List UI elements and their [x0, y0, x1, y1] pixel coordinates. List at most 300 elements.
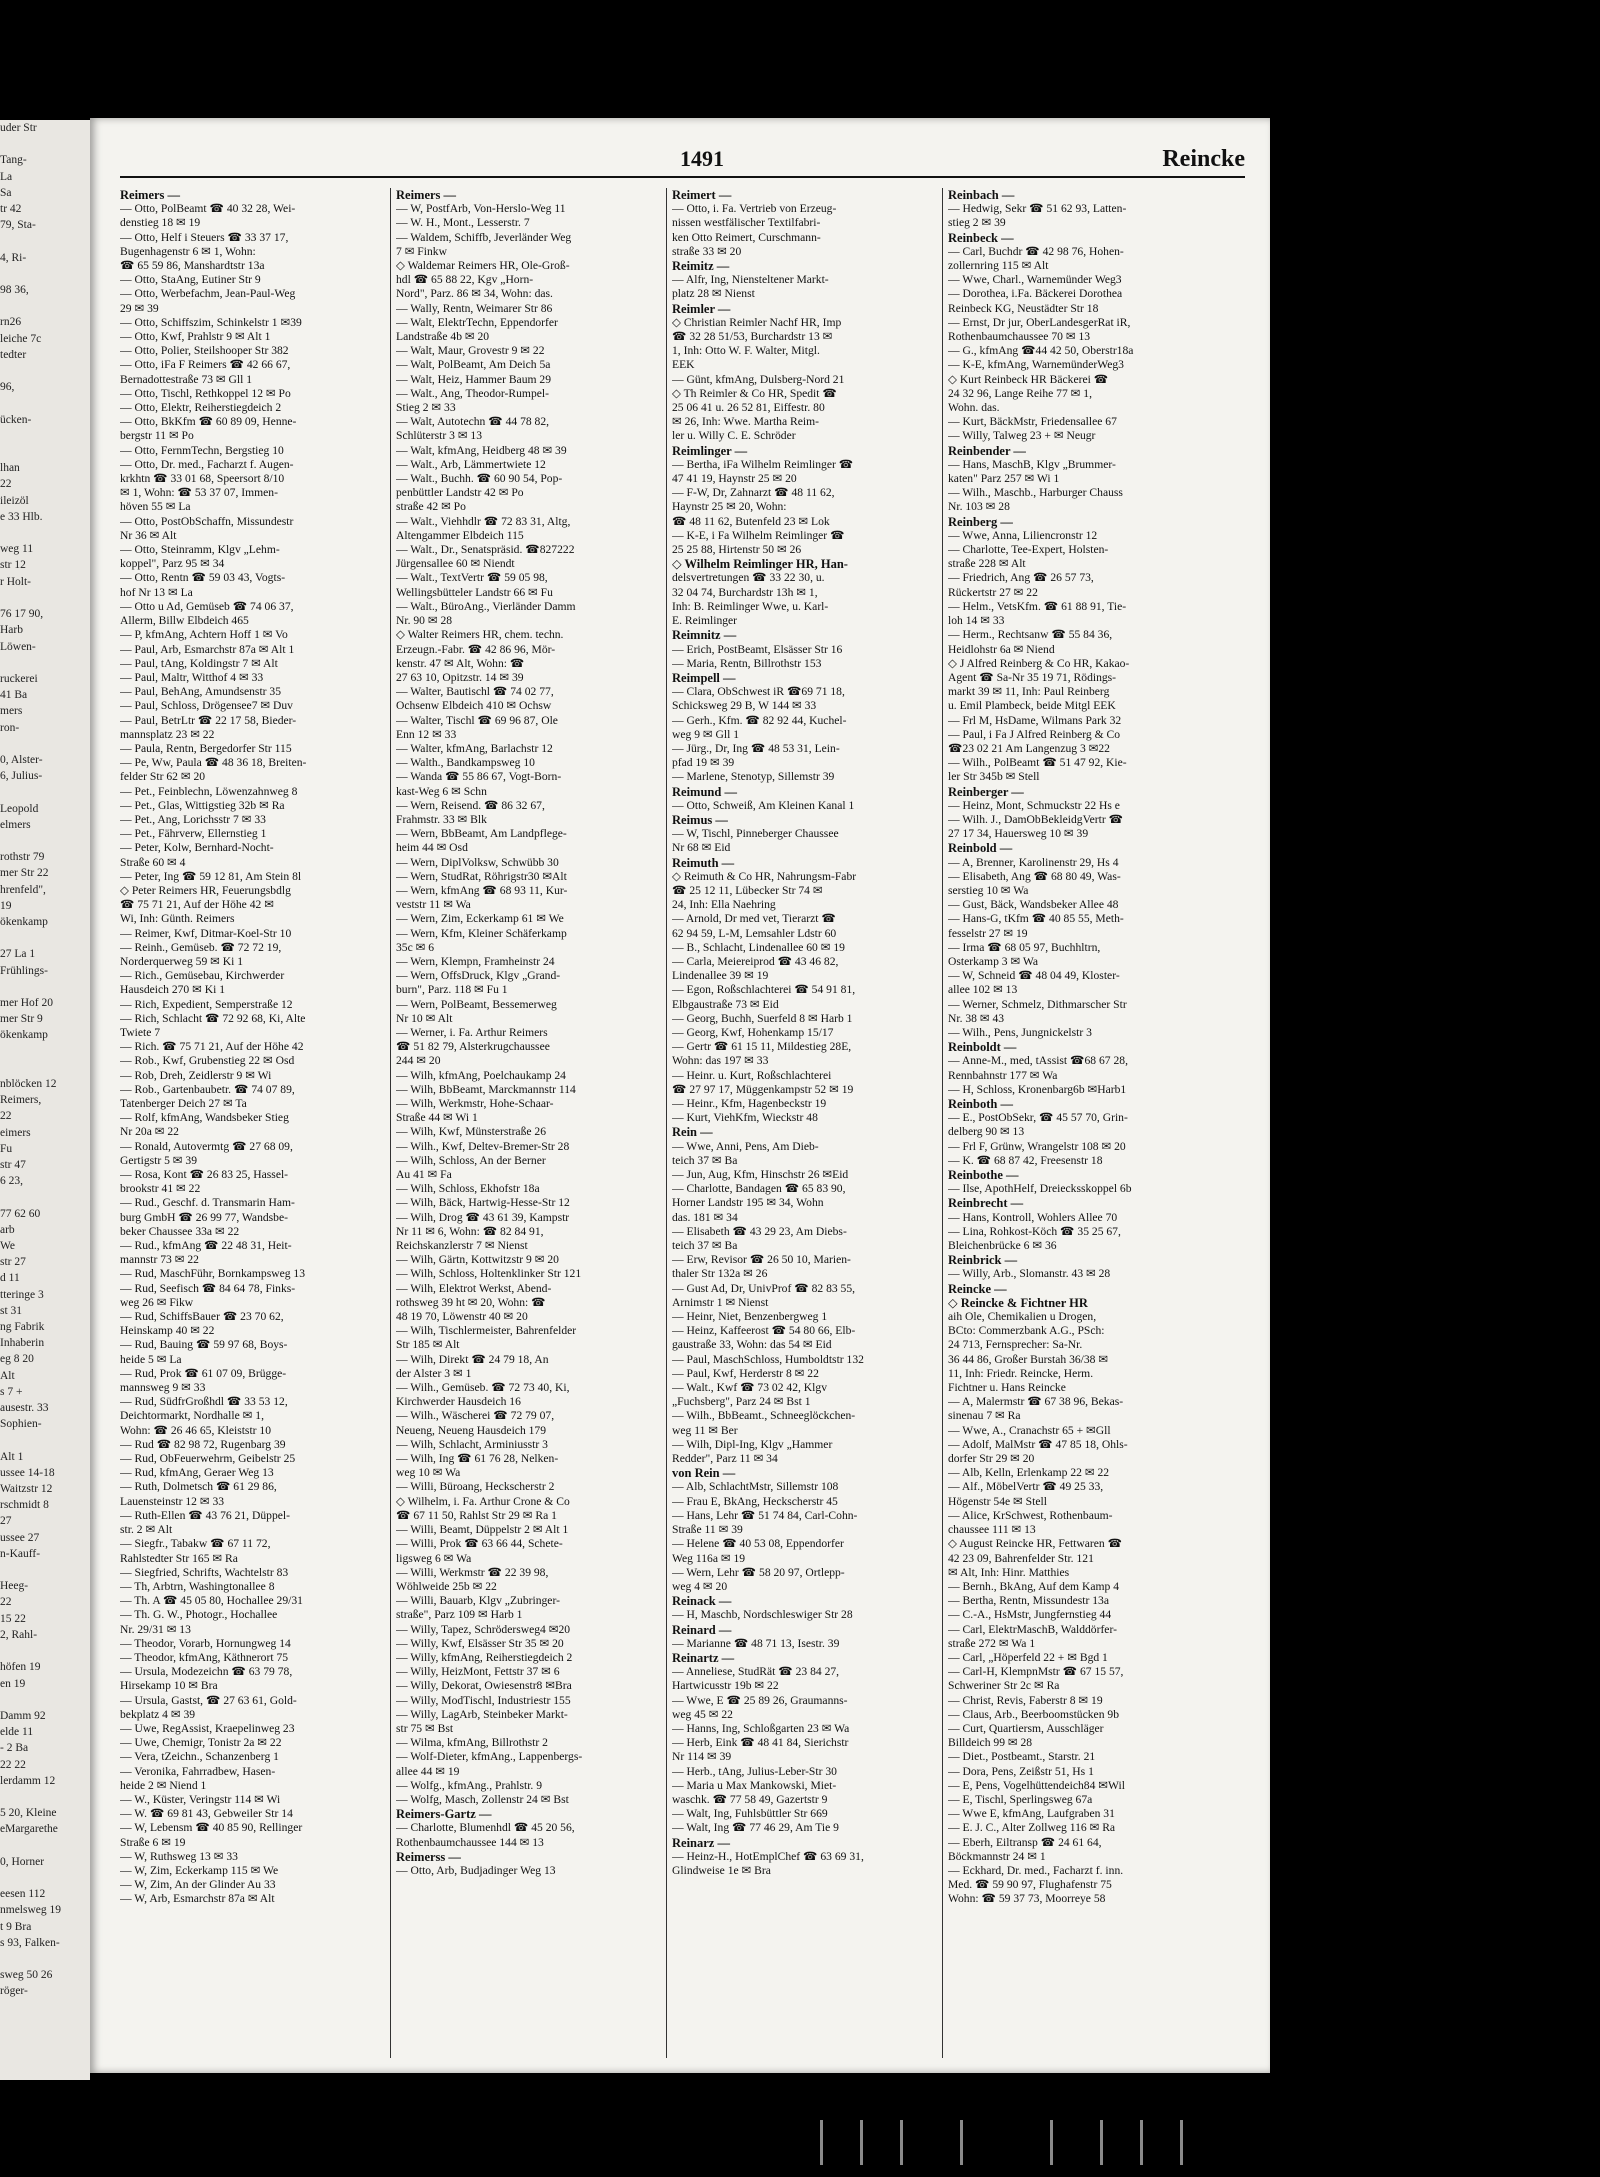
entry-heading: Reinartz — [672, 1650, 735, 1665]
facing-page-fragment [0, 120, 90, 2080]
directory-entry-line: fesselstr 27 ✉ 19 [948, 926, 1028, 940]
directory-entry-line: — Eberh, Eiltransp ☎ 24 61 64, [948, 1835, 1102, 1849]
directory-entry-line: — Walt., Viehhdlr ☎ 72 83 31, Altg, [396, 514, 571, 528]
directory-entry-line: Reichskanzlerstr 7 ✉ Nienst [396, 1239, 528, 1253]
directory-entry-line: das. 181 ✉ 34 [672, 1210, 738, 1224]
fragment-line: eMargarethe [0, 1823, 58, 1836]
directory-entry-line: Fichtner u. Hans Reincke [948, 1381, 1066, 1395]
directory-entry-line: — W, Arb, Esmarchstr 87a ✉ Alt [120, 1892, 275, 1906]
directory-entry-line: — Gerh., Kfm. ☎ 82 92 44, Kuchel- [672, 713, 847, 727]
directory-entry-line: — Wilh, Schlacht, Arminiusstr 3 [396, 1437, 548, 1451]
directory-entry-line: — Theodor, kfmAng, Käthnerort 75 [120, 1650, 289, 1664]
directory-entry-line: — Paul, Maltr, Witthof 4 ✉ 33 [120, 670, 264, 684]
directory-entry-line: — Otto, PostObSchaffn, Missundestr [120, 514, 294, 528]
directory-entry-line: ◇ Wilhelm, i. Fa. Arthur Crone & Co [396, 1494, 570, 1508]
fragment-line: eimers [0, 1126, 31, 1139]
directory-entry-line: straße", Parz 109 ✉ Harb 1 [396, 1608, 523, 1622]
fragment-line: d 11 [0, 1272, 20, 1285]
directory-entry-line: — Hans, Lehr ☎ 51 74 84, Carl-Cohn- [672, 1508, 858, 1522]
directory-entry-line: — Rud, Bauing ☎ 59 97 68, Boys- [120, 1338, 288, 1352]
fragment-line: ücken- [0, 413, 32, 426]
directory-entry-line: weg 9 ✉ Gll 1 [672, 727, 740, 741]
directory-entry-line: — A, Brenner, Karolinenstr 29, Hs 4 [948, 855, 1119, 869]
directory-entry-line: — Wwe, E ☎ 25 89 26, Graumanns- [672, 1693, 848, 1707]
column-1 [120, 188, 385, 2058]
directory-entry-line: — Walt., Kwf ☎ 73 02 42, Klgv [672, 1381, 827, 1395]
directory-entry-line: Heidlohstr 6a ✉ Niend [948, 642, 1055, 656]
fragment-line: Frühlings- [0, 964, 48, 977]
directory-entry-line: ☎ 65 59 86, Manshardtstr 13a [120, 259, 265, 273]
fragment-line [0, 1838, 90, 1854]
fragment-line [0, 233, 90, 249]
fragment-line: s 7 + [0, 1385, 23, 1398]
directory-entry-line: — Wilh, Schloss, An der Berner [396, 1153, 546, 1167]
fragment-line: 4, Ri- [0, 251, 27, 264]
fragment-line: ussee 14-18 [0, 1466, 55, 1479]
fragment-line: elmers [0, 818, 31, 831]
directory-entry-line: — Wilh., Gemüseb. ☎ 72 73 40, Ki, [396, 1381, 570, 1395]
directory-entry-line: — Werner, i. Fa. Arthur Reimers [396, 1025, 548, 1039]
directory-entry-line: — Pet., Fährverw, Ellernstieg 1 [120, 827, 267, 841]
directory-entry-line: — Rud ☎ 82 98 72, Rugenbarg 39 [120, 1437, 286, 1451]
fragment-line: en 19 [0, 1677, 26, 1690]
directory-entry-line: — Rud, ObFeuerwehrm, Geibelstr 25 [120, 1452, 296, 1466]
directory-entry-line: — Walt., BüroAng., Vierländer Damm [396, 599, 576, 613]
directory-entry-line: — Charlotte, Tee-Expert, Holsten- [948, 543, 1109, 557]
column-separator [942, 188, 943, 2058]
fragment-line: Fu [0, 1142, 13, 1155]
directory-entry-line: nissen westfälischer Textilfabri- [672, 216, 821, 230]
directory-entry-line: Straße 60 ✉ 4 [120, 855, 186, 869]
directory-entry-line: — Wern, Klempn, Framheinstr 24 [396, 954, 555, 968]
directory-entry-line: delsvertretungen ☎ 33 22 30, u. [672, 571, 825, 585]
directory-entry-line: — Ruth, Dolmetsch ☎ 61 29 86, [120, 1480, 277, 1494]
directory-entry-line: — Walter, kfmAng, Barlachstr 12 [396, 741, 553, 755]
directory-entry-line: 25 06 41 u. 26 52 81, Eiffestr. 80 [672, 401, 825, 415]
directory-entry-line: Twiete 7 [120, 1025, 161, 1039]
fragment-line [0, 136, 90, 152]
directory-entry-line: — Wilh., Maschb., Harburger Chauss [948, 486, 1123, 500]
entry-heading: von Rein — [672, 1466, 736, 1481]
directory-entry-line: felder Str 62 ✉ 20 [120, 770, 206, 784]
directory-entry-line: — Pet., Feinblechn, Löwenzahnweg 8 [120, 784, 298, 798]
directory-entry-line: — Wilh, kfmAng, Poelchaukamp 24 [396, 1068, 566, 1082]
directory-entry-line: 7 ✉ Finkw [396, 244, 447, 258]
entry-heading: Reimpell — [672, 670, 736, 685]
directory-entry-line: — Wilh., BbBeamt., Schneeglöckchen- [672, 1409, 856, 1423]
directory-entry-line: mannsweg 9 ✉ 33 [120, 1381, 206, 1395]
directory-entry-line: Schlüterstr 3 ✉ 13 [396, 429, 483, 443]
fragment-line [0, 1562, 90, 1578]
directory-entry-line: — Rud, MaschFühr, Bornkampsweg 13 [120, 1267, 306, 1281]
directory-entry-line: — Th. G. W., Photogr., Hochallee [120, 1608, 278, 1622]
directory-entry-line: chaussee 111 ✉ 13 [948, 1523, 1036, 1537]
directory-entry-line: — Frl F, Grünw, Wrangelstr 108 ✉ 20 [948, 1139, 1126, 1153]
directory-entry-line: — Gertr ☎ 61 15 11, Mildestieg 28E, [672, 1040, 852, 1054]
directory-entry-line: heim 44 ✉ Osd [396, 841, 468, 855]
fragment-line: Tang- [0, 154, 27, 167]
fragment-line: We [0, 1240, 16, 1253]
entry-heading: Reinarz — [672, 1835, 730, 1850]
directory-entry-line: u. Emil Plambeck, beide Mitgl EEK [948, 699, 1116, 713]
directory-entry-line: — Curt, Quartiersm, Ausschläger [948, 1721, 1104, 1735]
directory-entry-line: Hausdeich 270 ✉ Ki 1 [120, 983, 226, 997]
fragment-line [0, 1044, 90, 1060]
directory-entry-line: E. Reimlinger [672, 614, 738, 628]
directory-entry-line: Enn 12 ✉ 33 [396, 727, 457, 741]
fragment-line: mer Hof 20 [0, 996, 54, 1009]
directory-entry-line: — K-E, i Fa Wilhelm Reimlinger ☎ [672, 528, 845, 542]
entry-heading: Reimund — [672, 784, 737, 799]
entry-heading: Reinack — [672, 1594, 732, 1609]
directory-entry-line: Haynstr 25 ✉ 20, Wohn: [672, 500, 787, 514]
directory-entry-line: — Frau E, BkAng, Heckscherstr 45 [672, 1494, 838, 1508]
directory-entry-line: 24 713, Fernsprecher: Sa-Nr. [948, 1338, 1083, 1352]
directory-entry-line: — Rud, SüdfrGroßhdl ☎ 33 53 12, [120, 1395, 288, 1409]
directory-entry-line: — Anne-M., med, tAssist ☎68 67 28, [948, 1054, 1128, 1068]
directory-entry-line: — A, Malermstr ☎ 67 38 96, Bekas- [948, 1395, 1124, 1409]
directory-entry-line: Str 185 ✉ Alt [396, 1338, 460, 1352]
directory-entry-line: 27 63 10, Opitzstr. 14 ✉ 39 [396, 670, 524, 684]
directory-entry-line: — Rich, Schlacht ☎ 72 92 68, Ki, Alte [120, 1011, 306, 1025]
directory-entry-line: — W, Tischl, Pinneberger Chaussee [672, 827, 839, 841]
header-rule [120, 176, 1245, 178]
fragment-line: mer Str 22 [0, 867, 49, 880]
directory-entry-line: Gertigstr 5 ✉ 39 [120, 1153, 198, 1167]
directory-entry-line: brookstr 41 ✉ 22 [120, 1182, 201, 1196]
directory-entry-line: mannstr 73 ✉ 22 [120, 1253, 199, 1267]
directory-entry-line: — Otto, Rentn ☎ 59 03 43, Vogts- [120, 571, 286, 585]
fragment-line: 22 [0, 1596, 12, 1609]
fragment-line: höfen 19 [0, 1661, 41, 1674]
fragment-line: tr 42 [0, 203, 22, 216]
directory-entry-line: — Egon, Roßschlachterei ☎ 54 91 81, [672, 983, 856, 997]
directory-entry-line: — W. ☎ 69 81 43, Gebweiler Str 14 [120, 1807, 293, 1821]
directory-entry-line: stieg 2 ✉ 39 [948, 216, 1006, 230]
column-separator [390, 188, 391, 2058]
directory-entry-line: — Otto, Dr. med., Facharzt f. Augen- [120, 457, 294, 471]
fragment-line: 41 Ba [0, 689, 28, 702]
directory-entry-line: — Willy, Dekorat, Owiesenstr8 ✉Bra [396, 1679, 572, 1693]
directory-entry-line: — Bertha, Rentn, Missundestr 13a [948, 1594, 1110, 1608]
fragment-line: n-Kauff- [0, 1547, 41, 1560]
directory-entry-line: — Bertha, iFa Wilhelm Reimlinger ☎ [672, 457, 854, 471]
directory-entry-line: Erzeugn.-Fabr. ☎ 42 86 96, Mör- [396, 642, 556, 656]
directory-entry-line: — Maria, Rentn, Billrothstr 153 [672, 656, 822, 670]
fragment-line [0, 298, 90, 314]
directory-entry-line: — Walt, kfmAng, Heidberg 48 ✉ 39 [396, 443, 567, 457]
directory-entry-line: — Paul, Arb, Esmarchstr 87a ✉ Alt 1 [120, 642, 295, 656]
directory-entry-line: — Wilh, Direkt ☎ 24 79 18, An [396, 1352, 549, 1366]
directory-entry-line: Landstraße 4b ✉ 20 [396, 330, 490, 344]
directory-entry-line: — Anneliese, StudRät ☎ 23 84 27, [672, 1665, 840, 1679]
fragment-line: ökenkamp [0, 1029, 48, 1042]
fragment-line: Sophien- [0, 1418, 42, 1431]
directory-entry-line: — Heinz, Kaffeerost ☎ 54 80 66, Elb- [672, 1324, 856, 1338]
directory-entry-line: Lindenallee 39 ✉ 19 [672, 969, 769, 983]
directory-entry-line: — Wilh., Pens, Jungnickelstr 3 [948, 1025, 1092, 1039]
fragment-line [0, 1692, 90, 1708]
directory-entry-line: — Lina, Rohkost-Köch ☎ 35 25 67, [948, 1224, 1121, 1238]
directory-entry-line: — Jun, Aug, Kfm, Hinschstr 26 ✉Eid [672, 1168, 849, 1182]
directory-entry-line: — Wwe, Charl., Warnemünder Weg3 [948, 273, 1122, 287]
directory-entry-line: — Gust, Bäck, Wandsbeker Allee 48 [948, 898, 1119, 912]
entry-heading: Reinboth — [948, 1097, 1013, 1111]
fragment-line [0, 525, 90, 541]
directory-entry-line: delberg 90 ✉ 13 [948, 1125, 1025, 1139]
fragment-line: ussee 27 [0, 1531, 40, 1544]
fragment-line: - 2 Ba [0, 1742, 29, 1755]
directory-entry-line: ☎ 67 11 50, Rahlst Str 29 ✉ Ra 1 [396, 1508, 557, 1522]
running-head: Reincke [1162, 146, 1245, 172]
directory-entry-line: — Marianne ☎ 48 71 13, Isestr. 39 [672, 1636, 840, 1650]
directory-entry-line: kast-Weg 6 ✉ Schn [396, 784, 487, 798]
entry-heading: ◇ Wilhelm Reimlinger HR, Han- [672, 557, 848, 572]
entry-heading: Reimerss — [396, 1849, 461, 1864]
column-3 [672, 188, 937, 2058]
directory-entry-line: — Rud., Geschf. d. Transmarin Ham- [120, 1196, 295, 1210]
directory-entry-line: Nr. 29/31 ✉ 13 [120, 1622, 191, 1636]
directory-entry-line: Nr. 38 ✉ 43 [948, 1011, 1005, 1025]
directory-entry-line: — Pet., Glas, Wittigstieg 32b ✉ Ra [120, 798, 285, 812]
directory-entry-line: heide 5 ✉ La [120, 1352, 182, 1366]
directory-entry-line: — Georg, Buchh, Suerfeld 8 ✉ Harb 1 [672, 1011, 853, 1025]
directory-entry-line: allee 44 ✉ 19 [396, 1764, 460, 1778]
fragment-line: 96, [0, 381, 15, 394]
fragment-line: rschmidt 8 [0, 1499, 49, 1512]
directory-entry-line: ◇ Kurt Reinbeck HR Bäckerei ☎ [948, 372, 1109, 386]
directory-entry-line: — Alfr, Ing, Niensteltener Markt- [672, 273, 829, 287]
directory-entry-line: — W, Schneid ☎ 48 04 49, Kloster- [948, 969, 1120, 983]
directory-entry-line: ◇ Reimuth & Co HR, Nahrungsm-Fabr [672, 869, 857, 883]
directory-entry-line: Bernadottestraße 73 ✉ Gll 1 [120, 372, 253, 386]
scanner-background-right [1270, 0, 1600, 2177]
directory-entry-line: loh 14 ✉ 33 [948, 614, 1005, 628]
directory-entry-line: — Wern, DiplVolksw, Schwübb 30 [396, 855, 559, 869]
directory-entry-line: — Rosa, Kont ☎ 26 83 25, Hassel- [120, 1168, 289, 1182]
directory-entry-line: 35c ✉ 6 [396, 940, 435, 954]
directory-entry-line: — Walt., Buchh. ☎ 60 90 54, Pop- [396, 472, 563, 486]
directory-entry-line: Nr. 103 ✉ 28 [948, 500, 1010, 514]
directory-entry-line: — W, Zim, Eckerkamp 115 ✉ We [120, 1863, 279, 1877]
directory-entry-line: ler Str 345b ✉ Stell [948, 770, 1040, 784]
directory-entry-line: — Willy, kfmAng, Reiherstiegdeich 2 [396, 1650, 573, 1664]
directory-entry-line: — Adolf, MalMstr ☎ 47 85 18, Ohls- [948, 1437, 1128, 1451]
fragment-line: rothstr 79 [0, 851, 45, 864]
directory-entry-line: — Christ, Revis, Faberstr 8 ✉ 19 [948, 1693, 1103, 1707]
directory-entry-line: Wohn: ☎ 26 46 65, Kleiststr 10 [120, 1423, 272, 1437]
directory-entry-line: — Heinz, Mont, Schmuckstr 22 Hs e [948, 798, 1120, 812]
fragment-line: 22 [0, 478, 12, 491]
directory-entry-line: allee 102 ✉ 13 [948, 983, 1018, 997]
directory-entry-line: Wöhlweide 25b ✉ 22 [396, 1579, 497, 1593]
directory-entry-line: 1, Inh: Otto W. F. Walter, Mitgl. [672, 344, 820, 358]
directory-entry-line: Rothenbaumchaussee 144 ✉ 13 [396, 1835, 544, 1849]
fragment-line: röger- [0, 1985, 28, 1998]
directory-entry-line: — Walt., TextVertr ☎ 59 05 98, [396, 571, 548, 585]
directory-entry-line: — Hans-G, tKfm ☎ 40 85 55, Meth- [948, 912, 1124, 926]
fragment-line: Sa [0, 186, 12, 199]
directory-entry-line: — Alb, SchlachtMstr, Sillemstr 108 [672, 1480, 839, 1494]
directory-entry-line: — Dorothea, i.Fa. Bäckerei Dorothea [948, 287, 1123, 301]
directory-entry-line: teich 37 ✉ Ba [672, 1153, 738, 1167]
directory-entry-line: — Otto, Helf i Steuers ☎ 33 37 17, [120, 230, 289, 244]
directory-entry-line: — Rud., kfmAng ☎ 22 48 31, Heit- [120, 1239, 292, 1253]
directory-entry-line: serstieg 10 ✉ Wa [948, 883, 1029, 897]
directory-entry-line: weg 10 ✉ Wa [396, 1466, 461, 1480]
directory-entry-line: Agent ☎ Sa-Nr 35 19 71, Rödings- [948, 670, 1117, 684]
fragment-line: s 93, Falken- [0, 1936, 60, 1949]
directory-entry-line: 24, Inh: Ella Naehring [672, 898, 776, 912]
directory-entry-line: — Wilh, Gärtn, Kottwitzstr 9 ✉ 20 [396, 1253, 559, 1267]
directory-entry-line: Redder", Parz 11 ✉ 34 [672, 1452, 778, 1466]
directory-entry-line: — Otto, Schweiß, Am Kleinen Kanal 1 [672, 798, 855, 812]
directory-entry-line: ken Otto Reimert, Curschmann- [672, 230, 821, 244]
directory-entry-line: — Veronika, Fahrradbew, Hasen- [120, 1764, 276, 1778]
fragment-line: Löwen- [0, 640, 36, 653]
directory-entry-line: ☎ 32 28 51/53, Burchardstr 13 ✉ [672, 330, 833, 344]
directory-entry-line: — Walter, Bautischl ☎ 74 02 77, [396, 685, 554, 699]
fragment-line [0, 784, 90, 800]
directory-entry-line: — Vera, tZeichn., Schanzenberg 1 [120, 1750, 279, 1764]
directory-entry-line: — Wern, Reisend. ☎ 86 32 67, [396, 798, 545, 812]
entry-heading: Reinbothe — [948, 1168, 1019, 1183]
directory-entry-line: — Ursula, Modezeichn ☎ 63 79 78, [120, 1665, 293, 1679]
directory-entry-line: Nr 68 ✉ Eid [672, 841, 731, 855]
directory-entry-line: — Irma ☎ 68 05 97, Buchhltrn, [948, 940, 1101, 954]
directory-entry-line: 27 17 34, Hauersweg 10 ✉ 39 [948, 827, 1089, 841]
directory-entry-line: ✉ Alt, Inh: Hinr. Matthies [948, 1565, 1070, 1579]
directory-entry-line: Tatenberger Deich 27 ✉ Ta [120, 1097, 247, 1110]
directory-entry-line: — Waldem, Schiffb, Jeverländer Weg [396, 230, 572, 244]
fragment-line: str 47 [0, 1159, 26, 1171]
directory-entry-line: 29 ✉ 39 [120, 301, 159, 315]
fragment-line: elde 11 [0, 1726, 34, 1739]
directory-entry-line: — Wilh, Tischlermeister, Bahrenfelder [396, 1324, 577, 1338]
column-4 [948, 188, 1213, 2058]
directory-entry-line: — Hanns, Ing, Schloßgarten 23 ✉ Wa [672, 1721, 850, 1735]
directory-entry-line: — Paul, BetrLtr ☎ 22 17 58, Bieder- [120, 713, 297, 727]
directory-entry-line: markt 39 ✉ 11, Inh: Paul Reinberg [948, 685, 1110, 699]
directory-entry-line: — Willy, ModTischl, Industriestr 155 [396, 1693, 571, 1707]
directory-entry-line: sinenau 7 ✉ Ra [948, 1409, 1021, 1423]
directory-entry-line: — Herb., tAng, Julius-Leber-Str 30 [672, 1764, 837, 1778]
fragment-line: 22 [0, 1110, 12, 1123]
directory-entry-line: — Carla, Meiereiprod ☎ 43 46 82, [672, 954, 839, 968]
directory-entry-line: Straße 44 ✉ Wi 1 [396, 1111, 478, 1125]
directory-entry-line: ☎ 25 12 11, Lübecker Str 74 ✉ [672, 883, 823, 897]
directory-entry-line: — Walt, Ing, Fuhlsbüttler Str 669 [672, 1807, 828, 1821]
fragment-line: e 33 Hlb. [0, 510, 43, 523]
directory-entry-line: — Ronald, Autovermtg ☎ 27 68 09, [120, 1139, 293, 1153]
directory-entry-line: Heinskamp 40 ✉ 22 [120, 1324, 215, 1338]
directory-entry-line: — W, Ruthsweg 13 ✉ 33 [120, 1849, 238, 1863]
directory-entry-line: — Eckhard, Dr. med., Facharzt f. inn. [948, 1863, 1124, 1877]
directory-entry-line: — Friedrich, Ang ☎ 26 57 73, [948, 571, 1094, 585]
directory-entry-line: — Wern, Lehr ☎ 58 20 97, Ortlepp- [672, 1565, 845, 1579]
directory-entry-line: — Rolf, kfmAng, Wandsbeker Stieg [120, 1111, 289, 1125]
directory-entry-line: — Walth., Bandkampsweg 10 [396, 756, 535, 770]
directory-entry-line: Osterkamp 3 ✉ Wa [948, 954, 1039, 968]
directory-entry-line: — Carl, ElektrMaschB, Walddörfer- [948, 1622, 1117, 1636]
fragment-line: rn26 [0, 316, 22, 329]
directory-entry-line: — Th, Arbtrn, Washingtonallee 8 [120, 1579, 275, 1593]
fragment-line [0, 655, 90, 671]
fragment-line: eesen 112 [0, 1888, 46, 1901]
directory-entry-line: — Heinr, Niet, Benzenbergweg 1 [672, 1310, 828, 1324]
directory-entry-line: — G., kfmAng ☎44 42 50, Oberstr18a [948, 344, 1134, 358]
directory-entry-line: Allerm, Billw Elbdeich 465 [120, 614, 249, 628]
directory-entry-line: — E. J. C., Alter Zollweg 116 ✉ Ra [948, 1821, 1116, 1835]
entry-heading: Reinbeck — [948, 230, 1014, 245]
directory-entry-line: — Peter, Kolw, Bernhard-Nocht- [120, 841, 274, 855]
entry-heading: Reinbrecht — [948, 1196, 1024, 1211]
directory-entry-line: — Willi, Büroang, Heckscherstr 2 [396, 1480, 555, 1494]
entry-heading: Reinbold — [948, 841, 1013, 856]
directory-entry-line: — Otto, BkKfm ☎ 60 89 09, Henne- [120, 415, 297, 429]
entry-heading: ◇ Reincke & Fichtner HR [948, 1295, 1088, 1310]
directory-entry-line: Nr 11 ✉ 6, Wohn: ☎ 82 84 91, [396, 1224, 544, 1238]
directory-entry-line: — E, Tischl, Sperlingsweg 67a [948, 1792, 1093, 1806]
directory-entry-line: pfad 19 ✉ 39 [672, 756, 735, 770]
directory-entry-line: — Georg, Kwf, Hohenkamp 15/17 [672, 1025, 834, 1039]
fragment-line [0, 590, 90, 606]
directory-entry-line: — W, Zim, An der Glinder Au 33 [120, 1878, 276, 1892]
directory-entry-line: Reinbeck KG, Neustädter Str 18 [948, 301, 1099, 315]
fragment-line: 98 36, [0, 284, 29, 297]
directory-entry-line: 32 04 74, Burchardstr 13h ✉ 1, [672, 585, 818, 599]
entry-heading: Reinboldt — [948, 1040, 1017, 1055]
directory-entry-line: — Diet., Postbeamt., Starstr. 21 [948, 1750, 1096, 1764]
entry-heading: Reimler — [672, 301, 731, 316]
entry-heading: Reimert — [672, 188, 732, 202]
directory-entry-line: — Uwe, RegAssist, Kraepelinweg 23 [120, 1721, 295, 1735]
directory-entry-line: Straße 11 ✉ 39 [672, 1523, 743, 1537]
fragment-line [0, 1951, 90, 1967]
entry-heading: Reimers — [396, 188, 457, 202]
directory-entry-line: ◇ Christian Reimler Nachf HR, Imp [672, 315, 842, 329]
directory-entry-line: — Wern, Kfm, Kleiner Schäferkamp [396, 926, 567, 940]
fragment-line: ökenkamp [0, 915, 48, 928]
directory-entry-line: — Wolfg., kfmAng., Prahlstr. 9 [396, 1778, 543, 1792]
directory-entry-line: — Willy, Tapez, Schrödersweg4 ✉20 [396, 1622, 571, 1636]
directory-entry-line: hdl ☎ 65 88 22, Kgv „Horn- [396, 273, 534, 287]
directory-entry-line: Nord", Parz. 86 ✉ 34, Wohn: das. [396, 287, 553, 301]
directory-entry-line: Lauensteinstr 12 ✉ 33 [120, 1494, 225, 1508]
directory-entry-line: ✉ 26, Inh: Wwe. Martha Reim- [672, 415, 819, 429]
directory-entry-line: ◇ Peter Reimers HR, Feuerungsbdlg [120, 883, 291, 897]
fragment-line [0, 1189, 90, 1205]
directory-entry-line: — Ruth-Ellen ☎ 43 76 21, Düppel- [120, 1508, 290, 1522]
directory-entry-line: aih Ole, Chemikalien u Drogen, [948, 1310, 1097, 1324]
directory-entry-line: Horner Landstr 195 ✉ 34, Wohn [672, 1196, 824, 1210]
directory-entry-line: weg 26 ✉ Fikw [120, 1295, 194, 1309]
directory-entry-line: — Rob., Gartenbaubetr. ☎ 74 07 89, [120, 1082, 295, 1096]
directory-entry-line: — Otto, Tischl, Rethkoppel 12 ✉ Po [120, 386, 291, 400]
directory-entry-line: — Wilh., Kwf, Deltev-Bremer-Str 28 [396, 1139, 570, 1153]
directory-entry-line: — Reimer, Kwf, Ditmar-Koel-Str 10 [120, 926, 292, 940]
directory-entry-line: EEK [672, 358, 695, 372]
column-2 [396, 188, 661, 2058]
directory-entry-line: Glindweise 1e ✉ Bra [672, 1863, 771, 1877]
directory-entry-line: — Walt., Dr., Senatspräsid. ☎827222 [396, 543, 575, 557]
directory-entry-line: — Wilh, Dipl-Ing, Klgv „Hammer [672, 1437, 833, 1451]
directory-entry-line: — Heinr., Kfm, Hagenbeckstr 19 [672, 1097, 827, 1110]
directory-entry-line: — Uwe, Chemigr, Tonistr 2a ✉ 22 [120, 1736, 282, 1750]
entry-heading: Reinbender — [948, 443, 1026, 458]
directory-entry-line: — Wwe, A., Cranachstr 65 + ✉Gll [948, 1423, 1111, 1437]
directory-entry-line: — Willy, Kwf, Elsässer Str 35 ✉ 20 [396, 1636, 564, 1650]
